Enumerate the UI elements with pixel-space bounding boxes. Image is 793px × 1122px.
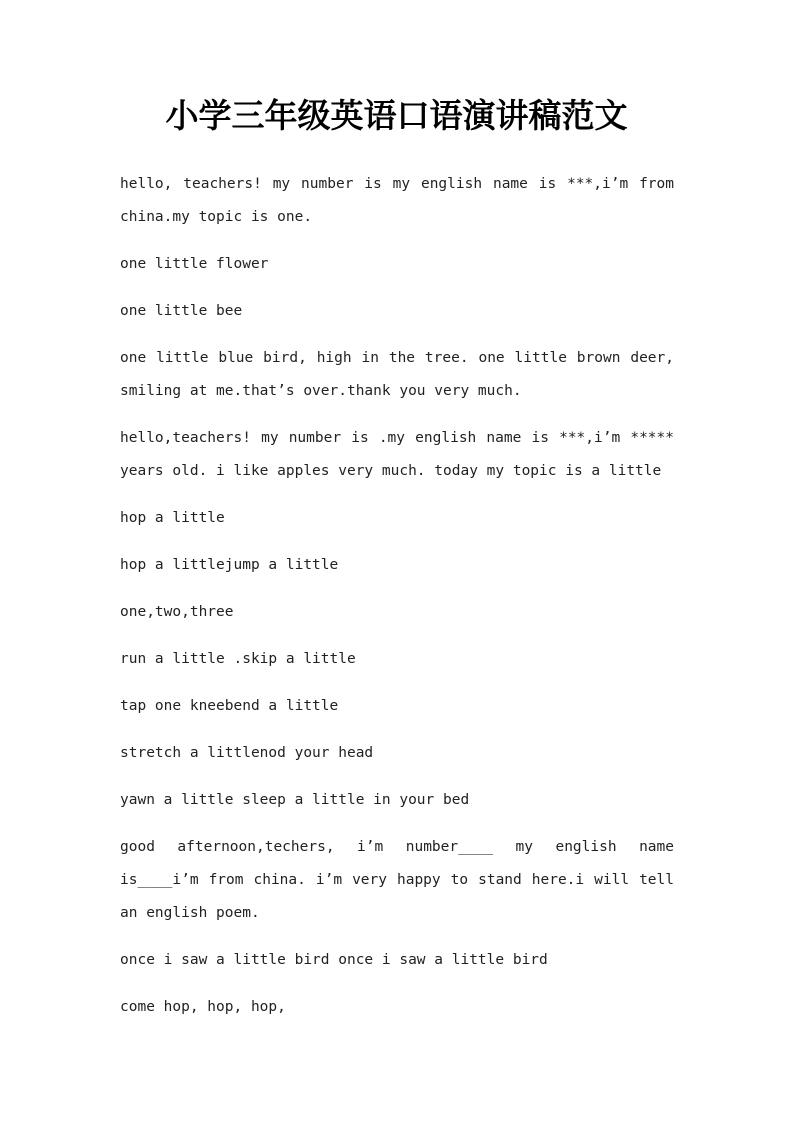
paragraph: stretch a littlenod your head [120,745,374,761]
paragraph: one little blue bird, high in the tree. one little brown deer, smiling at me.that’s over.thank you very much. [120,350,674,399]
paragraph: run a little .skip a little [120,651,356,667]
document-body [120,168,674,1038]
document-title: 小学三年级英语口语演讲稿范文 [165,96,628,135]
paragraph: hop a little [120,510,225,526]
paragraph: hello,teachers! my number is .my english name is ***,i’m ***** years old. i like apples very much. today my topic is a little [120,430,674,479]
paragraph: come hop, hop, hop, [120,999,286,1015]
paragraph: one little bee [120,303,243,319]
paragraph: yawn a little sleep a little in your bed [120,792,470,808]
paragraph: hello, teachers! my number is my english name is ***,i’m from china.my topic is one. [120,176,674,225]
paragraph: good afternoon,techers, i’m number____ my english name is____i’m from china. i’m very happy to stand here.i will tell an english poem. [120,839,674,921]
paragraph: one little flower [120,256,269,272]
paragraph: one,two,three [120,604,234,620]
paragraph: once i saw a little bird once i saw a little bird [120,952,548,968]
paragraph: hop a littlejump a little [120,557,339,573]
paragraph: tap one kneebend a little [120,698,339,714]
